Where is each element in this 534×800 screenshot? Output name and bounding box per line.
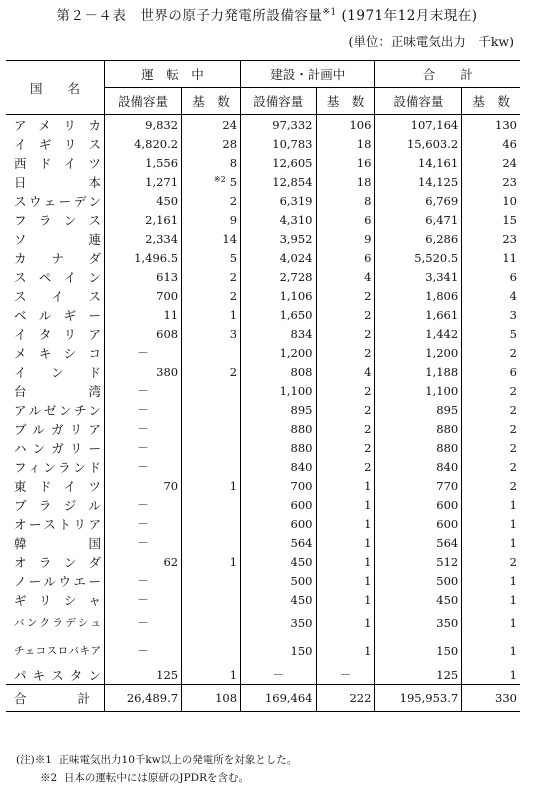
op-capacity: －	[105, 343, 182, 362]
tot-capacity: 895	[375, 400, 462, 419]
tot-capacity: 450	[375, 590, 462, 609]
country-name: 東ドイツ	[14, 478, 101, 494]
cn-capacity: 4,024	[241, 248, 316, 267]
capacity-table	[6, 60, 520, 712]
country-name: スウェーデン	[14, 193, 101, 209]
header-total: 合 計	[375, 61, 520, 88]
cn-units: 4	[316, 362, 375, 381]
cn-capacity: 6,319	[241, 191, 316, 210]
cn-capacity: 808	[241, 362, 316, 381]
cn-units: 16	[316, 153, 375, 172]
header-cn-units: 基 数	[316, 88, 375, 115]
tot-capacity: 6,286	[375, 229, 462, 248]
op-capacity: 1,496.5	[105, 248, 182, 267]
op-units: 2	[182, 286, 241, 305]
op-units	[182, 590, 241, 609]
footnote-1-mark: (注)※1	[16, 754, 52, 766]
table-row	[6, 343, 520, 362]
table-row	[6, 552, 520, 571]
country-name: 日 本	[14, 174, 101, 190]
cn-capacity: 700	[241, 476, 316, 495]
table-row	[6, 229, 520, 248]
cn-units: 1	[316, 552, 375, 571]
tot-units: 2	[462, 438, 520, 457]
country-name: イギリス	[14, 136, 101, 152]
cn-capacity: 150	[241, 637, 316, 665]
op-capacity: 9,832	[105, 115, 182, 135]
tot-units: 10	[462, 191, 520, 210]
tot-units: 2	[462, 476, 520, 495]
op-units	[182, 438, 241, 457]
tot-units: 5	[462, 324, 520, 343]
cn-capacity: 12,854	[241, 172, 316, 191]
table-row	[6, 419, 520, 438]
op-units	[182, 172, 241, 191]
tot-units: 1	[462, 609, 520, 637]
cn-units: 6	[316, 248, 375, 267]
table-row	[6, 400, 520, 419]
op-capacity: －	[105, 495, 182, 514]
table-row	[6, 637, 520, 665]
total-cn-capacity: 169,464	[241, 685, 316, 712]
op-units: 2	[182, 267, 241, 286]
op-units: 2	[182, 191, 241, 210]
cn-capacity: 3,952	[241, 229, 316, 248]
table-row	[6, 381, 520, 400]
tot-capacity: 1,200	[375, 343, 462, 362]
table-row	[6, 115, 520, 135]
op-capacity: 125	[105, 665, 182, 685]
tot-capacity: 600	[375, 495, 462, 514]
tot-capacity: 1,442	[375, 324, 462, 343]
footnote-1-text: 正味電気出力10千kw以上の発電所を対象とした。	[58, 754, 298, 766]
op-units: 2	[182, 362, 241, 381]
total-tot-units: 330	[462, 685, 520, 712]
cn-capacity: 450	[241, 552, 316, 571]
tot-capacity: 880	[375, 438, 462, 457]
tot-units: 2	[462, 381, 520, 400]
cn-units: 2	[316, 457, 375, 476]
op-capacity: －	[105, 514, 182, 533]
table-row	[6, 267, 520, 286]
table-row	[6, 210, 520, 229]
op-capacity: －	[105, 533, 182, 552]
op-units: 24	[182, 115, 241, 135]
op-capacity: 2,161	[105, 210, 182, 229]
op-capacity: 1,271	[105, 172, 182, 191]
country-name: メキシコ	[14, 345, 101, 361]
table-row	[6, 495, 520, 514]
footnote-2-mark: ※2	[40, 772, 58, 784]
cn-units: 18	[316, 134, 375, 153]
cn-units: 2	[316, 305, 375, 324]
cn-capacity: 2,728	[241, 267, 316, 286]
op-units	[182, 381, 241, 400]
cn-units: 2	[316, 400, 375, 419]
footnote-2	[40, 770, 249, 785]
op-units	[182, 533, 241, 552]
unit-label: (単位：正味電気出力 千kw)	[348, 34, 514, 49]
title-footnote-mark: ※1	[322, 7, 337, 18]
footnote-2-text: 日本の運転中には原研のJPDRを含む。	[63, 772, 249, 784]
table-row	[6, 248, 520, 267]
total-op-units: 108	[182, 685, 241, 712]
op-capacity: 4,820.2	[105, 134, 182, 153]
cn-capacity: 1,650	[241, 305, 316, 324]
table-body	[6, 115, 520, 685]
table-row	[6, 514, 520, 533]
op-capacity: －	[105, 400, 182, 419]
cn-units: 1	[316, 533, 375, 552]
op-capacity: 1,556	[105, 153, 182, 172]
cn-units: 1	[316, 609, 375, 637]
tot-capacity: 880	[375, 419, 462, 438]
cn-capacity: 840	[241, 457, 316, 476]
op-units	[182, 495, 241, 514]
tot-units: 1	[462, 637, 520, 665]
table-row	[6, 438, 520, 457]
op-units: 1	[182, 476, 241, 495]
cn-units: 2	[316, 438, 375, 457]
table-row	[6, 457, 520, 476]
tot-capacity: 840	[375, 457, 462, 476]
country-name: フィンランド	[14, 459, 101, 475]
op-capacity: 450	[105, 191, 182, 210]
total-row	[6, 685, 520, 712]
cn-units: 4	[316, 267, 375, 286]
table-row	[6, 172, 520, 191]
tot-capacity: 350	[375, 609, 462, 637]
header-cn-capacity: 設備容量	[241, 88, 316, 115]
cn-units: 2	[316, 343, 375, 362]
cn-capacity: 895	[241, 400, 316, 419]
op-units: 14	[182, 229, 241, 248]
cn-capacity: 834	[241, 324, 316, 343]
country-name: オーストリア	[14, 516, 101, 532]
title-date: (1971年12月末現在)	[341, 8, 478, 24]
tot-units: 4	[462, 286, 520, 305]
total-tot-capacity: 195,953.7	[375, 685, 462, 712]
cn-units: 1	[316, 495, 375, 514]
cn-units: 2	[316, 381, 375, 400]
tot-capacity: 1,100	[375, 381, 462, 400]
header-tot-units: 基 数	[462, 88, 520, 115]
header-tot-capacity: 設備容量	[375, 88, 462, 115]
cn-capacity: －	[241, 665, 316, 685]
op-capacity: 613	[105, 267, 182, 286]
tot-capacity: 14,125	[375, 172, 462, 191]
op-capacity: －	[105, 457, 182, 476]
tot-units: 23	[462, 172, 520, 191]
country-name: インド	[14, 364, 101, 380]
op-capacity: 700	[105, 286, 182, 305]
country-name: ノールウエー	[14, 573, 101, 589]
country-name: アメリカ	[14, 117, 101, 133]
country-name: ベルギー	[14, 307, 101, 323]
tot-units: 6	[462, 362, 520, 381]
country-name: フランス	[14, 212, 101, 228]
cn-capacity: 600	[241, 514, 316, 533]
tot-units: 2	[462, 419, 520, 438]
op-capacity: 608	[105, 324, 182, 343]
tot-capacity: 14,161	[375, 153, 462, 172]
country-name: スイス	[14, 288, 101, 304]
cn-capacity: 1,200	[241, 343, 316, 362]
cn-capacity: 880	[241, 438, 316, 457]
tot-units: 1	[462, 590, 520, 609]
tot-units: 1	[462, 533, 520, 552]
op-capacity: －	[105, 609, 182, 637]
cn-units: 2	[316, 286, 375, 305]
op-units	[182, 419, 241, 438]
cn-capacity: 600	[241, 495, 316, 514]
op-units	[182, 343, 241, 362]
table-row	[6, 286, 520, 305]
cn-units: 1	[316, 571, 375, 590]
table-row	[6, 590, 520, 609]
op-capacity: 11	[105, 305, 182, 324]
tot-units: 130	[462, 115, 520, 135]
tot-capacity: 150	[375, 637, 462, 665]
cn-units: 1	[316, 514, 375, 533]
op-units	[182, 637, 241, 665]
total-label: 合 計	[14, 691, 90, 706]
op-units: 9	[182, 210, 241, 229]
cn-units: 9	[316, 229, 375, 248]
tot-units: 2	[462, 457, 520, 476]
tot-capacity: 1,188	[375, 362, 462, 381]
table-row	[6, 191, 520, 210]
tot-units: 15	[462, 210, 520, 229]
op-capacity: －	[105, 419, 182, 438]
country-name: カナダ	[14, 250, 101, 266]
op-units: 28	[182, 134, 241, 153]
footnote-mark: ※2	[213, 174, 226, 184]
tot-capacity: 6,769	[375, 191, 462, 210]
country-name: ブラジル	[14, 497, 101, 513]
cn-units: 8	[316, 191, 375, 210]
tot-capacity: 15,603.2	[375, 134, 462, 153]
op-capacity: －	[105, 637, 182, 665]
country-name: 西ドイツ	[14, 155, 101, 171]
op-capacity: 380	[105, 362, 182, 381]
cn-capacity: 1,100	[241, 381, 316, 400]
cn-capacity: 97,332	[241, 115, 316, 135]
country-name: ブルガリア	[14, 421, 101, 437]
tot-capacity: 564	[375, 533, 462, 552]
header-operating: 運 転 中	[105, 61, 241, 88]
country-name: 韓 国	[14, 535, 101, 551]
header-construction: 建設・計画中	[241, 61, 375, 88]
cn-capacity: 4,310	[241, 210, 316, 229]
op-units: 8	[182, 153, 241, 172]
header-op-units: 基 数	[182, 88, 241, 115]
tot-units: 2	[462, 343, 520, 362]
table-row	[6, 153, 520, 172]
op-units: 5	[182, 248, 241, 267]
op-capacity: 70	[105, 476, 182, 495]
cn-units: 1	[316, 637, 375, 665]
country-name: ギリシャ	[14, 592, 101, 608]
cn-units: 2	[316, 419, 375, 438]
tot-capacity: 1,661	[375, 305, 462, 324]
tot-capacity: 600	[375, 514, 462, 533]
op-capacity: －	[105, 571, 182, 590]
tot-capacity: 1,806	[375, 286, 462, 305]
cn-capacity: 564	[241, 533, 316, 552]
country-name: ハンガリー	[14, 440, 101, 456]
tot-capacity: 500	[375, 571, 462, 590]
tot-units: 46	[462, 134, 520, 153]
op-units: 1	[182, 665, 241, 685]
header-country: 国 名	[6, 61, 105, 115]
cn-units: －	[316, 665, 375, 685]
tot-units: 23	[462, 229, 520, 248]
header-op-capacity: 設備容量	[105, 88, 182, 115]
country-name: チェコスロバキア	[14, 645, 101, 657]
op-capacity: －	[105, 590, 182, 609]
total-op-capacity: 26,489.7	[105, 685, 182, 712]
cn-units: 106	[316, 115, 375, 135]
cn-capacity: 450	[241, 590, 316, 609]
country-name: パキスタン	[14, 667, 101, 683]
tot-capacity: 3,341	[375, 267, 462, 286]
cn-capacity: 880	[241, 419, 316, 438]
table-row	[6, 533, 520, 552]
op-units: 3	[182, 324, 241, 343]
table-row	[6, 609, 520, 637]
footnote-1	[16, 752, 297, 767]
tot-capacity: 5,520.5	[375, 248, 462, 267]
cn-units: 18	[316, 172, 375, 191]
op-units	[182, 514, 241, 533]
table-row	[6, 305, 520, 324]
tot-units: 11	[462, 248, 520, 267]
tot-capacity: 125	[375, 665, 462, 685]
cn-capacity: 10,783	[241, 134, 316, 153]
cn-units: 2	[316, 324, 375, 343]
op-units	[182, 457, 241, 476]
tot-units: 3	[462, 305, 520, 324]
cn-capacity: 1,106	[241, 286, 316, 305]
op-units-value: 5	[229, 174, 238, 189]
op-units	[182, 609, 241, 637]
op-units	[182, 571, 241, 590]
tot-units: 2	[462, 400, 520, 419]
table-row	[6, 476, 520, 495]
tot-capacity: 107,164	[375, 115, 462, 135]
country-name: アルゼンチン	[14, 402, 101, 418]
table-row	[6, 571, 520, 590]
table-title	[0, 4, 534, 24]
cn-capacity: 500	[241, 571, 316, 590]
cn-units: 1	[316, 476, 375, 495]
table-row	[6, 324, 520, 343]
op-units	[182, 400, 241, 419]
country-name: ソ 連	[14, 231, 101, 247]
tot-units: 1	[462, 665, 520, 685]
country-name: イタリア	[14, 326, 101, 342]
cn-capacity: 350	[241, 609, 316, 637]
tot-units: 6	[462, 267, 520, 286]
country-name: オランダ	[14, 554, 101, 570]
tot-capacity: 6,471	[375, 210, 462, 229]
tot-capacity: 770	[375, 476, 462, 495]
country-name: バンクラデシュ	[14, 617, 101, 629]
total-cn-units: 222	[316, 685, 375, 712]
table-row	[6, 134, 520, 153]
table-row	[6, 665, 520, 685]
tot-capacity: 512	[375, 552, 462, 571]
op-units: 1	[182, 305, 241, 324]
op-capacity: 62	[105, 552, 182, 571]
title-text: 第２－４表 世界の原子力発電所設備容量	[56, 8, 323, 24]
tot-units: 1	[462, 571, 520, 590]
op-capacity: －	[105, 381, 182, 400]
country-name: スペイン	[14, 269, 101, 285]
table-row	[6, 362, 520, 381]
tot-units: 1	[462, 514, 520, 533]
tot-units: 24	[462, 153, 520, 172]
tot-units: 1	[462, 495, 520, 514]
tot-units: 2	[462, 552, 520, 571]
cn-capacity: 12,605	[241, 153, 316, 172]
op-capacity: －	[105, 438, 182, 457]
op-units: 1	[182, 552, 241, 571]
cn-units: 1	[316, 590, 375, 609]
cn-units: 6	[316, 210, 375, 229]
op-capacity: 2,334	[105, 229, 182, 248]
country-name: 台 湾	[14, 383, 101, 399]
